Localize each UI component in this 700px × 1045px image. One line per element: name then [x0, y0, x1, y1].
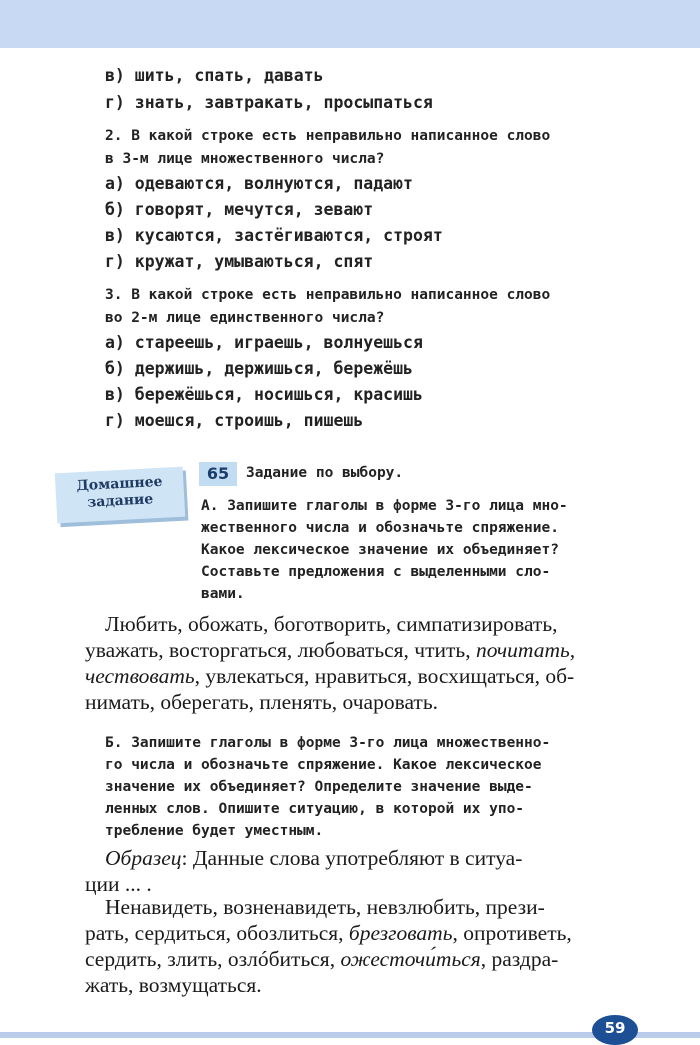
option-g-prev: г) знать, завтракать, просыпаться: [105, 93, 433, 112]
sample-text: : Данные слова употребляют в ситуа-: [181, 846, 523, 870]
words-b-line3-end: , раздра-: [480, 947, 559, 971]
task-a-line2: жественного числа и обозначьте спряжение.: [201, 520, 559, 536]
task-a-line3: Какое лексическое значение их объединяет?: [201, 542, 559, 558]
q3-option-d: г) моешся, строишь, пишешь: [105, 411, 364, 430]
words-b-line2-plain: рать, сердиться, обозлиться,: [85, 921, 349, 945]
words-a-line4: нимать, оберегать, пленять, очаровать.: [85, 690, 439, 714]
task-a-line1: А. Запишите глаголы в форме 3-го лица мно-: [201, 498, 568, 514]
question-3-line2: во 2-м лице единственного числа?: [105, 310, 385, 326]
top-banner: [0, 0, 700, 48]
words-b-line3-italic: ожесточи́ться: [340, 947, 481, 971]
words-b-line4: жать, возмущаться.: [85, 973, 262, 997]
words-b-line3-plain: сердить, злить, озлóбиться,: [85, 947, 341, 971]
q3-option-c: в) бережёшься, носишься, красишь: [105, 385, 423, 404]
words-a-line1: Любить, обожать, боготворить, симпатизировать,: [105, 612, 558, 636]
page-number: 59: [592, 1015, 638, 1045]
task-b-line3: значение их объединяет? Определите значение выде-: [105, 779, 533, 795]
words-a-line3-plain: , увлекаться, нравиться, восхищаться, об-: [194, 664, 575, 688]
task-a-line4: Составьте предложения с выделенными сло-: [201, 564, 551, 580]
task-b-line1: Б. Запишите глаголы в форме 3-го лица множественно-: [105, 735, 551, 751]
words-b-line2: [85, 921, 572, 946]
q2-option-d: г) кружат, умываються, спят: [105, 252, 374, 271]
task-b-line4: ленных слов. Опишите ситуацию, в которой их упо-: [105, 801, 525, 817]
task-a-line5: вами.: [201, 586, 245, 602]
words-b-line1: Ненавидеть, возненавидеть, невзлюбить, прези-: [105, 895, 545, 919]
q3-option-b: б) держишь, держишься, бережёшь: [105, 359, 413, 378]
q2-option-c: в) кусаются, застёгиваются, строят: [105, 226, 443, 245]
sample-line1: [105, 846, 522, 871]
words-a-line2-plain: уважать, восторгаться, любоваться, чтить,: [85, 638, 476, 662]
task-b-line2: го числа и обозначьте спряжение. Какое лексическое: [105, 757, 542, 773]
exercise-title: Задание по выбору.: [246, 465, 404, 481]
option-v-prev: в) шить, спать, давать: [105, 66, 324, 85]
homework-label-line1: Домашнее: [75, 473, 163, 495]
words-a-line3: [85, 664, 574, 689]
task-b-line5: требление будет уместным.: [105, 823, 324, 839]
q2-option-a: а) одеваются, волнуются, падают: [105, 174, 413, 193]
words-b-line2-italic: брезговать: [348, 921, 453, 945]
question-2-line2: в 3-м лице множественного числа?: [105, 151, 385, 167]
sample-line2: ции ... .: [85, 872, 152, 896]
q2-option-b: б) говорят, мечутся, зевают: [105, 200, 374, 219]
question-3-line1: 3. В какой строке есть неправильно написанное слово: [105, 287, 551, 303]
words-a-line3-italic: чествовать: [85, 664, 195, 688]
homework-label-line2: задание: [86, 491, 154, 511]
q3-option-a: а) стареешь, играешь, волнуешься: [105, 333, 423, 352]
words-b-line3: [85, 947, 558, 972]
words-b-line2-end: , опротиветь,: [452, 921, 572, 945]
sample-label: Образец: [105, 846, 182, 870]
exercise-number: 65: [199, 462, 237, 486]
homework-label: [55, 467, 185, 524]
words-a-line2: [85, 638, 575, 663]
words-a-line2-italic: почитать,: [475, 638, 576, 662]
question-2-line1: 2. В какой строке есть неправильно написанное слово: [105, 128, 551, 144]
